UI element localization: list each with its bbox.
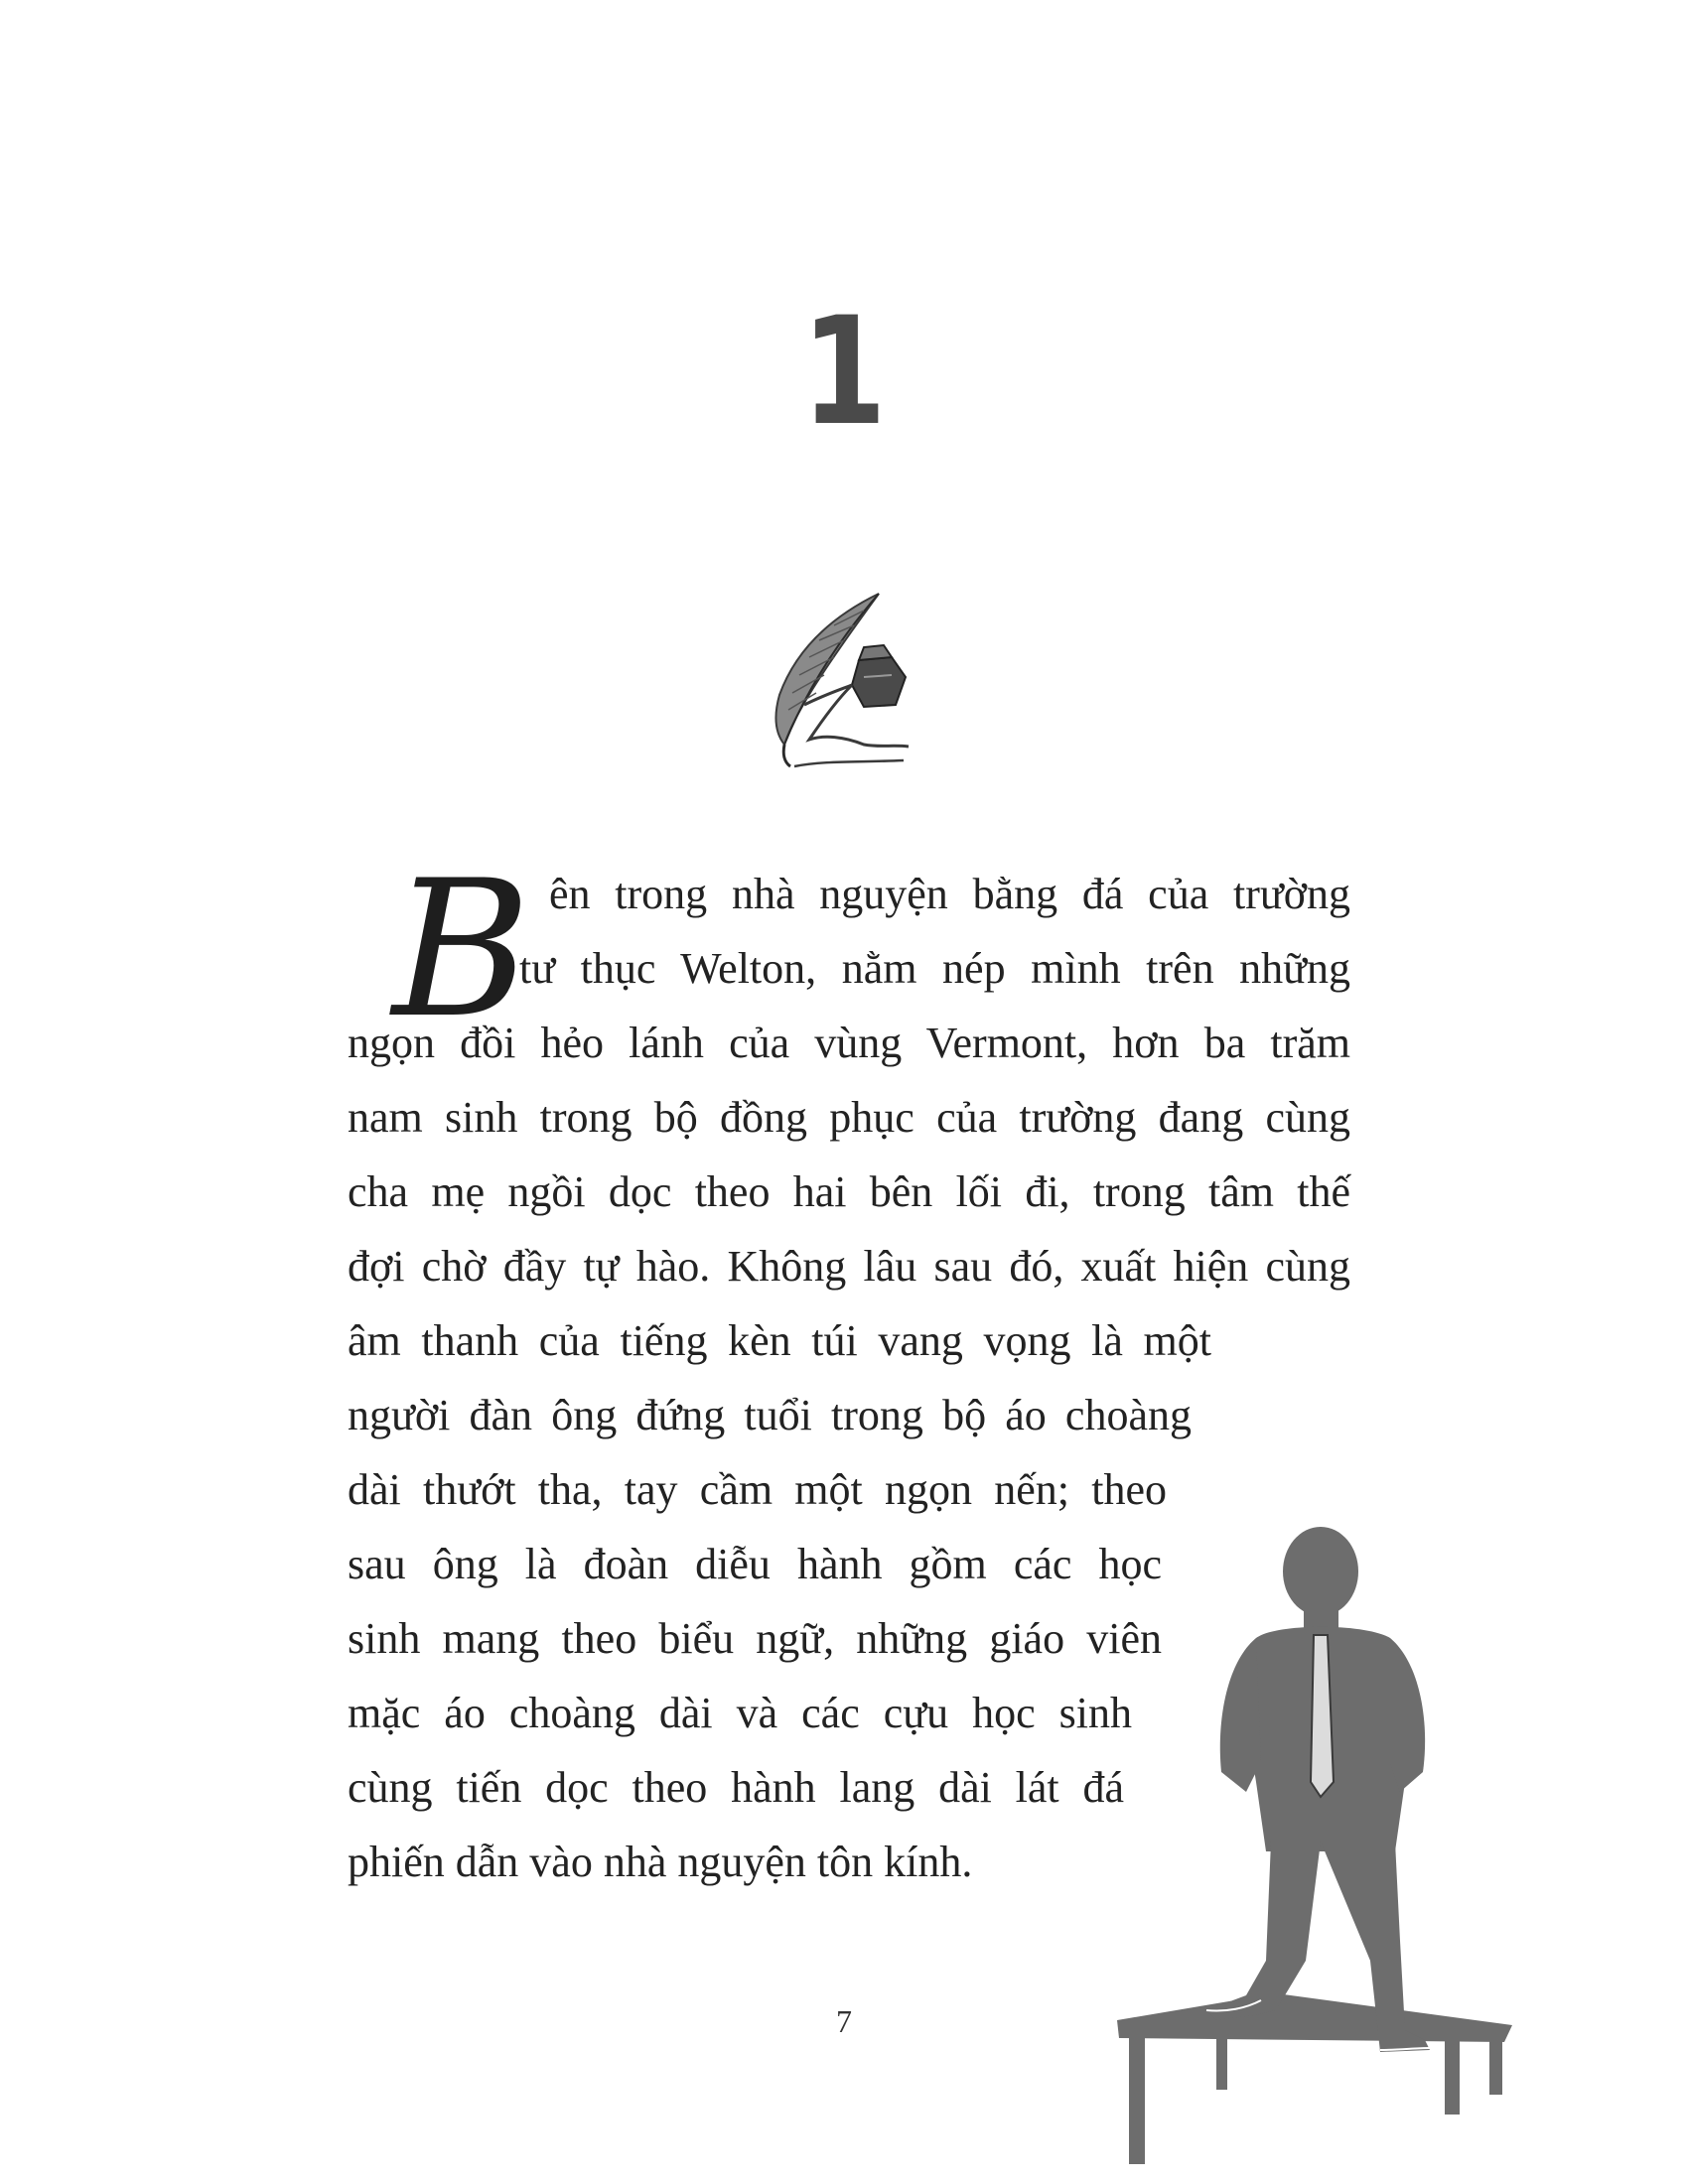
drop-cap-letter: B — [392, 840, 531, 1059]
chapter-number: 1 — [801, 286, 887, 459]
text-line: dài thướt tha, tay cầm một ngọn nến; theo — [348, 1465, 1167, 1514]
text-line: đợi chờ đầy tự hào. Không lâu sau đó, xuất hiện cùng — [348, 1242, 1350, 1291]
text-line: tư thục Welton, nằm nép mình trên những — [519, 944, 1350, 993]
quill-and-inkwell-icon — [765, 586, 923, 774]
text-line: cùng tiến dọc theo hành lang dài lát đá — [348, 1763, 1124, 1812]
text-line: âm thanh của tiếng kèn túi vang vọng là một — [348, 1316, 1211, 1365]
text-line: sinh mang theo biểu ngữ, những giáo viên — [348, 1614, 1162, 1663]
text-line: phiến dẫn vào nhà nguyện tôn kính. — [348, 1838, 973, 1886]
page-number: 7 — [836, 2003, 852, 2039]
text-line: sau ông là đoàn diễu hành gồm các học — [348, 1540, 1162, 1588]
text-line: ngọn đồi hẻo lánh của vùng Vermont, hơn ba trăm — [348, 1019, 1350, 1067]
text-line: mặc áo choàng dài và các cựu học sinh — [348, 1689, 1132, 1737]
text-line: người đàn ông đứng tuổi trong bộ áo choàng — [348, 1391, 1192, 1439]
man-standing-on-desk-silhouette — [1107, 1524, 1524, 2169]
text-line: nam sinh trong bộ đồng phục của trường đang cùng — [348, 1093, 1350, 1142]
text-line: cha mẹ ngồi dọc theo hai bên lối đi, trong tâm thế — [348, 1167, 1350, 1216]
text-line: ên trong nhà nguyện bằng đá của trường — [549, 870, 1350, 918]
